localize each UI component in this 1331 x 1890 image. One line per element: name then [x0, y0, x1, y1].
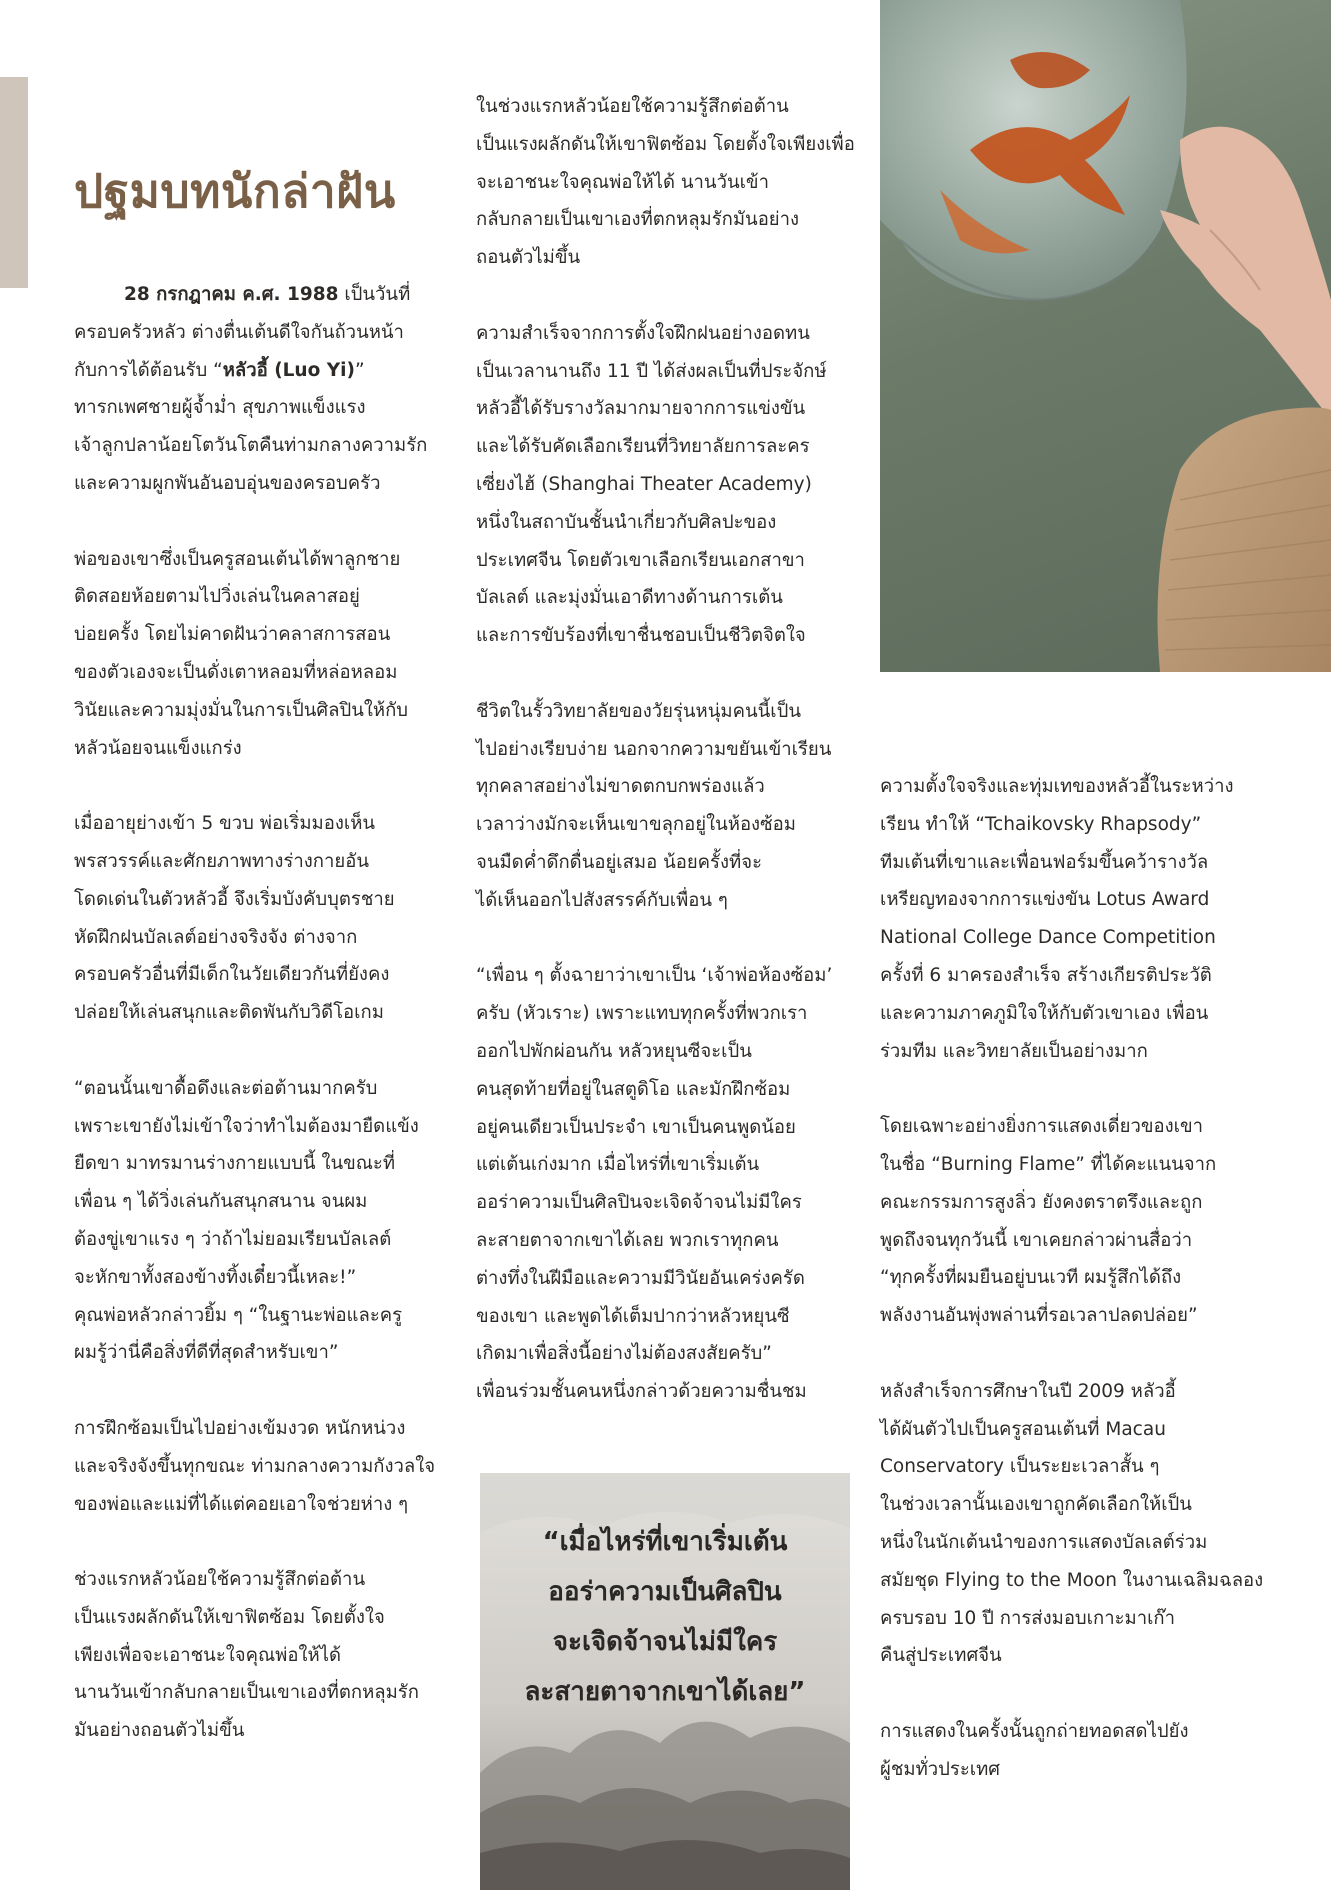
- text-line: เวลาว่างมักจะเห็นเขาขลุกอยู่ในห้องซ้อม: [476, 814, 796, 836]
- text-line: ในชื่อ “Burning Flame” ที่ได้คะแนนจาก: [880, 1153, 1217, 1175]
- pull-quote-text: [480, 1517, 850, 1717]
- text-line: หลัวอี้ได้รับรางวัลมากมายจากการแข่งขัน: [476, 398, 806, 420]
- text-line: ได้ผันตัวไปเป็นครูสอนเต้นที่ Macau: [880, 1418, 1166, 1440]
- paragraph: [74, 276, 466, 503]
- quote-line: ละสายตาจากเขาได้เลย”: [524, 1677, 806, 1707]
- text-line: โดยเฉพาะอย่างยิ่งการแสดงเดี่ยวของเขา: [880, 1116, 1203, 1138]
- text-line: คืนสู่ประเทศจีน: [880, 1645, 1002, 1667]
- side-accent-tab: [0, 77, 28, 288]
- text-line: เป็นเวลานานถึง 11 ปี ได้ส่งผลเป็นที่ประจักษ์: [476, 360, 827, 382]
- text-line: การแสดงในครั้งนั้นถูกถ่ายทอดสดไปยัง: [880, 1720, 1189, 1742]
- text-line: ครั้งที่ 6 มาครองสำเร็จ สร้างเกียรติประวัติ: [880, 964, 1212, 986]
- text-line: ครอบครัวหลัว ต่างตื่นเต้นดีใจกันถ้วนหน้า: [74, 321, 404, 343]
- text-line: ออร่าความเป็นศิลปินจะเจิดจ้าจนไม่มีใคร: [476, 1192, 802, 1214]
- date-highlight: 28 กรกฎาคม ค.ศ. 1988: [124, 284, 339, 305]
- paragraph: [880, 768, 1280, 1070]
- text-line: ละสายตาจากเขาได้เลย พวกเราทุกคน: [476, 1229, 779, 1251]
- text-line: จนมืดค่ำดึกดื่นอยู่เสมอ น้อยครั้งที่จะ: [476, 851, 763, 873]
- text-line: บัลเลต์ และมุ่งมั่นเอาดีทางด้านการเต้น: [476, 587, 783, 609]
- hero-photo: [880, 0, 1331, 672]
- article-column-2: [476, 88, 876, 1449]
- article-column-3: [880, 768, 1280, 1826]
- text-line: เจ้าลูกปลาน้อยโตวันโตคืนท่ามกลางความรัก: [74, 435, 428, 457]
- text-line: ของเขา และพูดได้เต็มปากว่าหลัวหยุนซี: [476, 1305, 790, 1327]
- text-line: สมัยชุด Flying to the Moon ในงานเฉลิมฉลอง: [880, 1569, 1264, 1591]
- text-line: ครับ (หัวเราะ) เพราะแทบทุกครั้งที่พวกเรา: [476, 1003, 808, 1025]
- text-line: จะหักขาทั้งสองข้างทิ้งเดี๋ยวนี้เหละ!”: [74, 1266, 357, 1288]
- paragraph: [476, 957, 876, 1411]
- text-line: ครบรอบ 10 ปี การส่งมอบเกาะมาเก๊า: [880, 1607, 1176, 1629]
- paragraph: [74, 805, 466, 1032]
- paragraph: [880, 1373, 1280, 1675]
- text-line: ต่างทึ่งในฝีมือและความมีวินัยอันเคร่งครัด: [476, 1267, 805, 1289]
- text-line: เรียน ทำให้ “Tchaikovsky Rhapsody”: [880, 813, 1202, 835]
- text-line: National College Dance Competition: [880, 927, 1216, 949]
- text-line: ชีวิตในรั้ววิทยาลัยของวัยรุ่นหนุ่มคนนี้เป็น: [476, 700, 801, 722]
- text-line: แต่เต้นเก่งมาก เมื่อไหร่ที่เขาเริ่มเต้น: [476, 1154, 760, 1176]
- pull-quote-box: [480, 1473, 850, 1890]
- text-line: วินัยและความมุ่งมั่นในการเป็นศิลปินให้กับ: [74, 699, 409, 721]
- text-line: จะเอาชนะใจคุณพ่อให้ได้ นานวันเข้า: [476, 171, 769, 193]
- text-line: เกิดมาเพื่อสิ่งนี้อย่างไม่ต้องสงสัยครับ”: [476, 1343, 772, 1365]
- quote-line: ออร่าความเป็นศิลปิน: [548, 1577, 782, 1607]
- text-line: และจริงจังขึ้นทุกขณะ ท่ามกลางความกังวลใจ: [74, 1455, 436, 1477]
- text-line: และความภาคภูมิใจให้กับตัวเขาเอง เพื่อน: [880, 1002, 1209, 1024]
- text-line: นานวันเข้ากลับกลายเป็นเขาเองที่ตกหลุมรัก: [74, 1682, 419, 1704]
- text-line: ผู้ชมทั่วประเทศ: [880, 1758, 1001, 1780]
- text-line: ทีมเต้นที่เขาและเพื่อนฟอร์มขึ้นคว้ารางวัล: [880, 851, 1209, 873]
- text-line: กับการได้ต้อนรับ “หลัวอี้ (Luo Yi)”: [74, 359, 365, 381]
- paragraph: [880, 1713, 1280, 1789]
- text-line: ร่วมทีม และวิทยาลัยเป็นอย่างมาก: [880, 1040, 1148, 1062]
- text-line: และการขับร้องที่เขาชื่นชอบเป็นชีวิตจิตใจ: [476, 625, 806, 647]
- text-line: ในช่วงเวลานั้นเองเขาถูกคัดเลือกให้เป็น: [880, 1494, 1192, 1516]
- name-highlight: หลัวอี้ (Luo Yi): [222, 359, 355, 381]
- text-line: โดดเด่นในตัวหลัวอี้ จึงเริ่มบังคับบุตรชาย: [74, 888, 395, 910]
- text-line: เป็นแรงผลักดันให้เขาฟิตซ้อม โดยตั้งใจเพียงเพื่อ: [476, 133, 855, 155]
- text-line: ปล่อยให้เล่นสนุกและติดพันกับวิดีโอเกม: [74, 1002, 384, 1024]
- text-line: หลัวน้อยจนแข็งแกร่ง: [74, 737, 242, 759]
- paragraph: [476, 315, 876, 655]
- text-line: การฝึกซ้อมเป็นไปอย่างเข้มงวด หนักหน่วง: [74, 1417, 406, 1439]
- text-line: หนึ่งในนักเต้นนำของการแสดงบัลเลต์ร่วม: [880, 1531, 1208, 1553]
- text-line: กลับกลายเป็นเขาเองที่ตกหลุมรักมันอย่าง: [476, 209, 800, 231]
- text-line: พลังงานอันพุ่งพล่านที่รอเวลาปลดปล่อย”: [880, 1305, 1198, 1327]
- text-line: คุณพ่อหลัวกล่าวยิ้ม ๆ “ในฐานะพ่อและครู: [74, 1304, 403, 1326]
- paragraph: [74, 1561, 466, 1750]
- text-line: คนสุดท้ายที่อยู่ในสตูดิโอ และมักฝึกซ้อม: [476, 1078, 791, 1100]
- text-line: ความสำเร็จจากการตั้งใจฝึกฝนอย่างอดทน: [476, 322, 810, 344]
- paragraph: [880, 1108, 1280, 1335]
- text-line: เหรียญทองจากการแข่งขัน Lotus Award: [880, 889, 1210, 911]
- paragraph: [74, 541, 466, 768]
- text-line: ของพ่อและแม่ที่ได้แต่คอยเอาใจช่วยห่าง ๆ: [74, 1493, 409, 1515]
- fishbowl-photo-illustration: [880, 0, 1331, 672]
- text-line: ยืดขา มาทรมานร่างกายแบบนี้ ในขณะที่: [74, 1153, 396, 1175]
- text-line: ช่วงแรกหลัวน้อยใช้ความรู้สึกต่อต้าน: [74, 1569, 366, 1591]
- text-line: คณะกรรมการสูงลิ่ว ยังคงตราตรึงและถูก: [880, 1191, 1203, 1213]
- article-column-1: [74, 276, 466, 1788]
- text-line: ความตั้งใจจริงและทุ่มเทของหลัวอี้ในระหว่าง: [880, 776, 1234, 797]
- quote-line: “เมื่อไหร่ที่เขาเริ่มเต้น: [542, 1527, 788, 1557]
- text-line: “ตอนนั้นเขาดื้อดึงและต่อต้านมากครับ: [74, 1077, 378, 1099]
- text-line: พูดถึงจนทุกวันนี้ เขาเคยกล่าวผ่านสื่อว่า: [880, 1229, 1193, 1251]
- text-line: “ทุกครั้งที่ผมยืนอยู่บนเวที ผมรู้สึกได้ถึง: [880, 1267, 1182, 1289]
- text-line: ประเทศจีน โดยตัวเขาเลือกเรียนเอกสาขา: [476, 549, 805, 571]
- quote-line: จะเจิดจ้าจนไม่มีใคร: [552, 1627, 778, 1657]
- paragraph: [476, 88, 876, 277]
- text-line: ได้เห็นออกไปสังสรรค์กับเพื่อน ๆ: [476, 889, 728, 911]
- text-line: พรสวรรค์และศักยภาพทางร่างกายอัน: [74, 850, 369, 872]
- text-line: เป็นแรงผลักดันให้เขาฟิตซ้อม โดยตั้งใจ: [74, 1606, 385, 1628]
- text-line: เมื่ออายุย่างเข้า 5 ขวบ พ่อเริ่มมองเห็น: [74, 813, 376, 835]
- text-line: และความผูกพันอันอบอุ่นของครอบครัว: [74, 472, 381, 494]
- text-line: อยู่คนเดียวเป็นประจำ เขาเป็นคนพูดน้อย: [476, 1116, 796, 1138]
- text-line: ครอบครัวอื่นที่มีเด็กในวัยเดียวกันที่ยังคง: [74, 964, 390, 986]
- text-line: ของตัวเองจะเป็นดั่งเตาหลอมที่หล่อหลอม: [74, 661, 398, 683]
- text-line: ถอนตัวไม่ขึ้น: [476, 247, 581, 269]
- text-line: Conservatory เป็นระยะเวลาสั้น ๆ: [880, 1456, 1160, 1478]
- text-line: พ่อของเขาซึ่งเป็นครูสอนเต้นได้พาลูกชาย: [74, 548, 401, 570]
- paragraph: [74, 1070, 466, 1372]
- text-line: ทารกเพศชายผู้จ้ำม่ำ สุขภาพแข็งแรง: [74, 397, 366, 419]
- article-title: ปฐมบทนักล่าฝัน: [74, 164, 396, 218]
- text-line: และได้รับคัดเลือกเรียนที่วิทยาลัยการละคร: [476, 436, 810, 458]
- text-line: ติดสอยห้อยตามไปวิ่งเล่นในคลาสอยู่: [74, 586, 360, 608]
- text-line: เพื่อน ๆ ได้วิ่งเล่นกันสนุกสนาน จนผม: [74, 1191, 368, 1213]
- paragraph: [74, 1410, 466, 1523]
- text-line: เซี่ยงไฮ้ (Shanghai Theater Academy): [476, 473, 812, 495]
- paragraph: [476, 693, 876, 920]
- text-line: ไปอย่างเรียบง่าย นอกจากความขยันเข้าเรียน: [476, 738, 832, 760]
- text-line: เพื่อนร่วมชั้นคนหนึ่งกล่าวด้วยความชื่นชม: [476, 1381, 807, 1403]
- text-line: ในช่วงแรกหลัวน้อยใช้ความรู้สึกต่อต้าน: [476, 96, 789, 117]
- text-line: หัดฝึกฝนบัลเลต์อย่างจริงจัง ต่างจาก: [74, 926, 358, 948]
- text-line: มันอย่างถอนตัวไม่ขึ้น: [74, 1720, 245, 1742]
- text-line: เพราะเขายังไม่เข้าใจว่าทำไมต้องมายืดแข้ง: [74, 1115, 419, 1137]
- text-line: ต้องขู่เขาแรง ๆ ว่าถ้าไม่ยอมเรียนบัลเลต์: [74, 1228, 392, 1250]
- text-line: บ่อยครั้ง โดยไม่คาดฝันว่าคลาสการสอน: [74, 624, 391, 646]
- text-line: เพียงเพื่อจะเอาชนะใจคุณพ่อให้ได้: [74, 1644, 342, 1666]
- text-line: ทุกคลาสอย่างไม่ขาดตกบกพร่องแล้ว: [476, 776, 765, 798]
- text-line: ออกไปพักผ่อนกัน หลัวหยุนซีจะเป็น: [476, 1040, 752, 1062]
- text-line: “เพื่อน ๆ ตั้งฉายาว่าเขาเป็น ‘เจ้าพ่อห้องซ้อม’: [476, 965, 833, 987]
- text-line: 28 กรกฎาคม ค.ศ. 1988 เป็นวันที่: [124, 284, 411, 305]
- text-line: ผมรู้ว่านี่คือสิ่งที่ดีที่สุดสำหรับเขา”: [74, 1342, 339, 1364]
- text-line: หลังสำเร็จการศึกษาในปี 2009 หลัวอี้: [880, 1380, 1176, 1402]
- text-line: หนึ่งในสถาบันชั้นนำเกี่ยวกับศิลปะของ: [476, 511, 777, 533]
